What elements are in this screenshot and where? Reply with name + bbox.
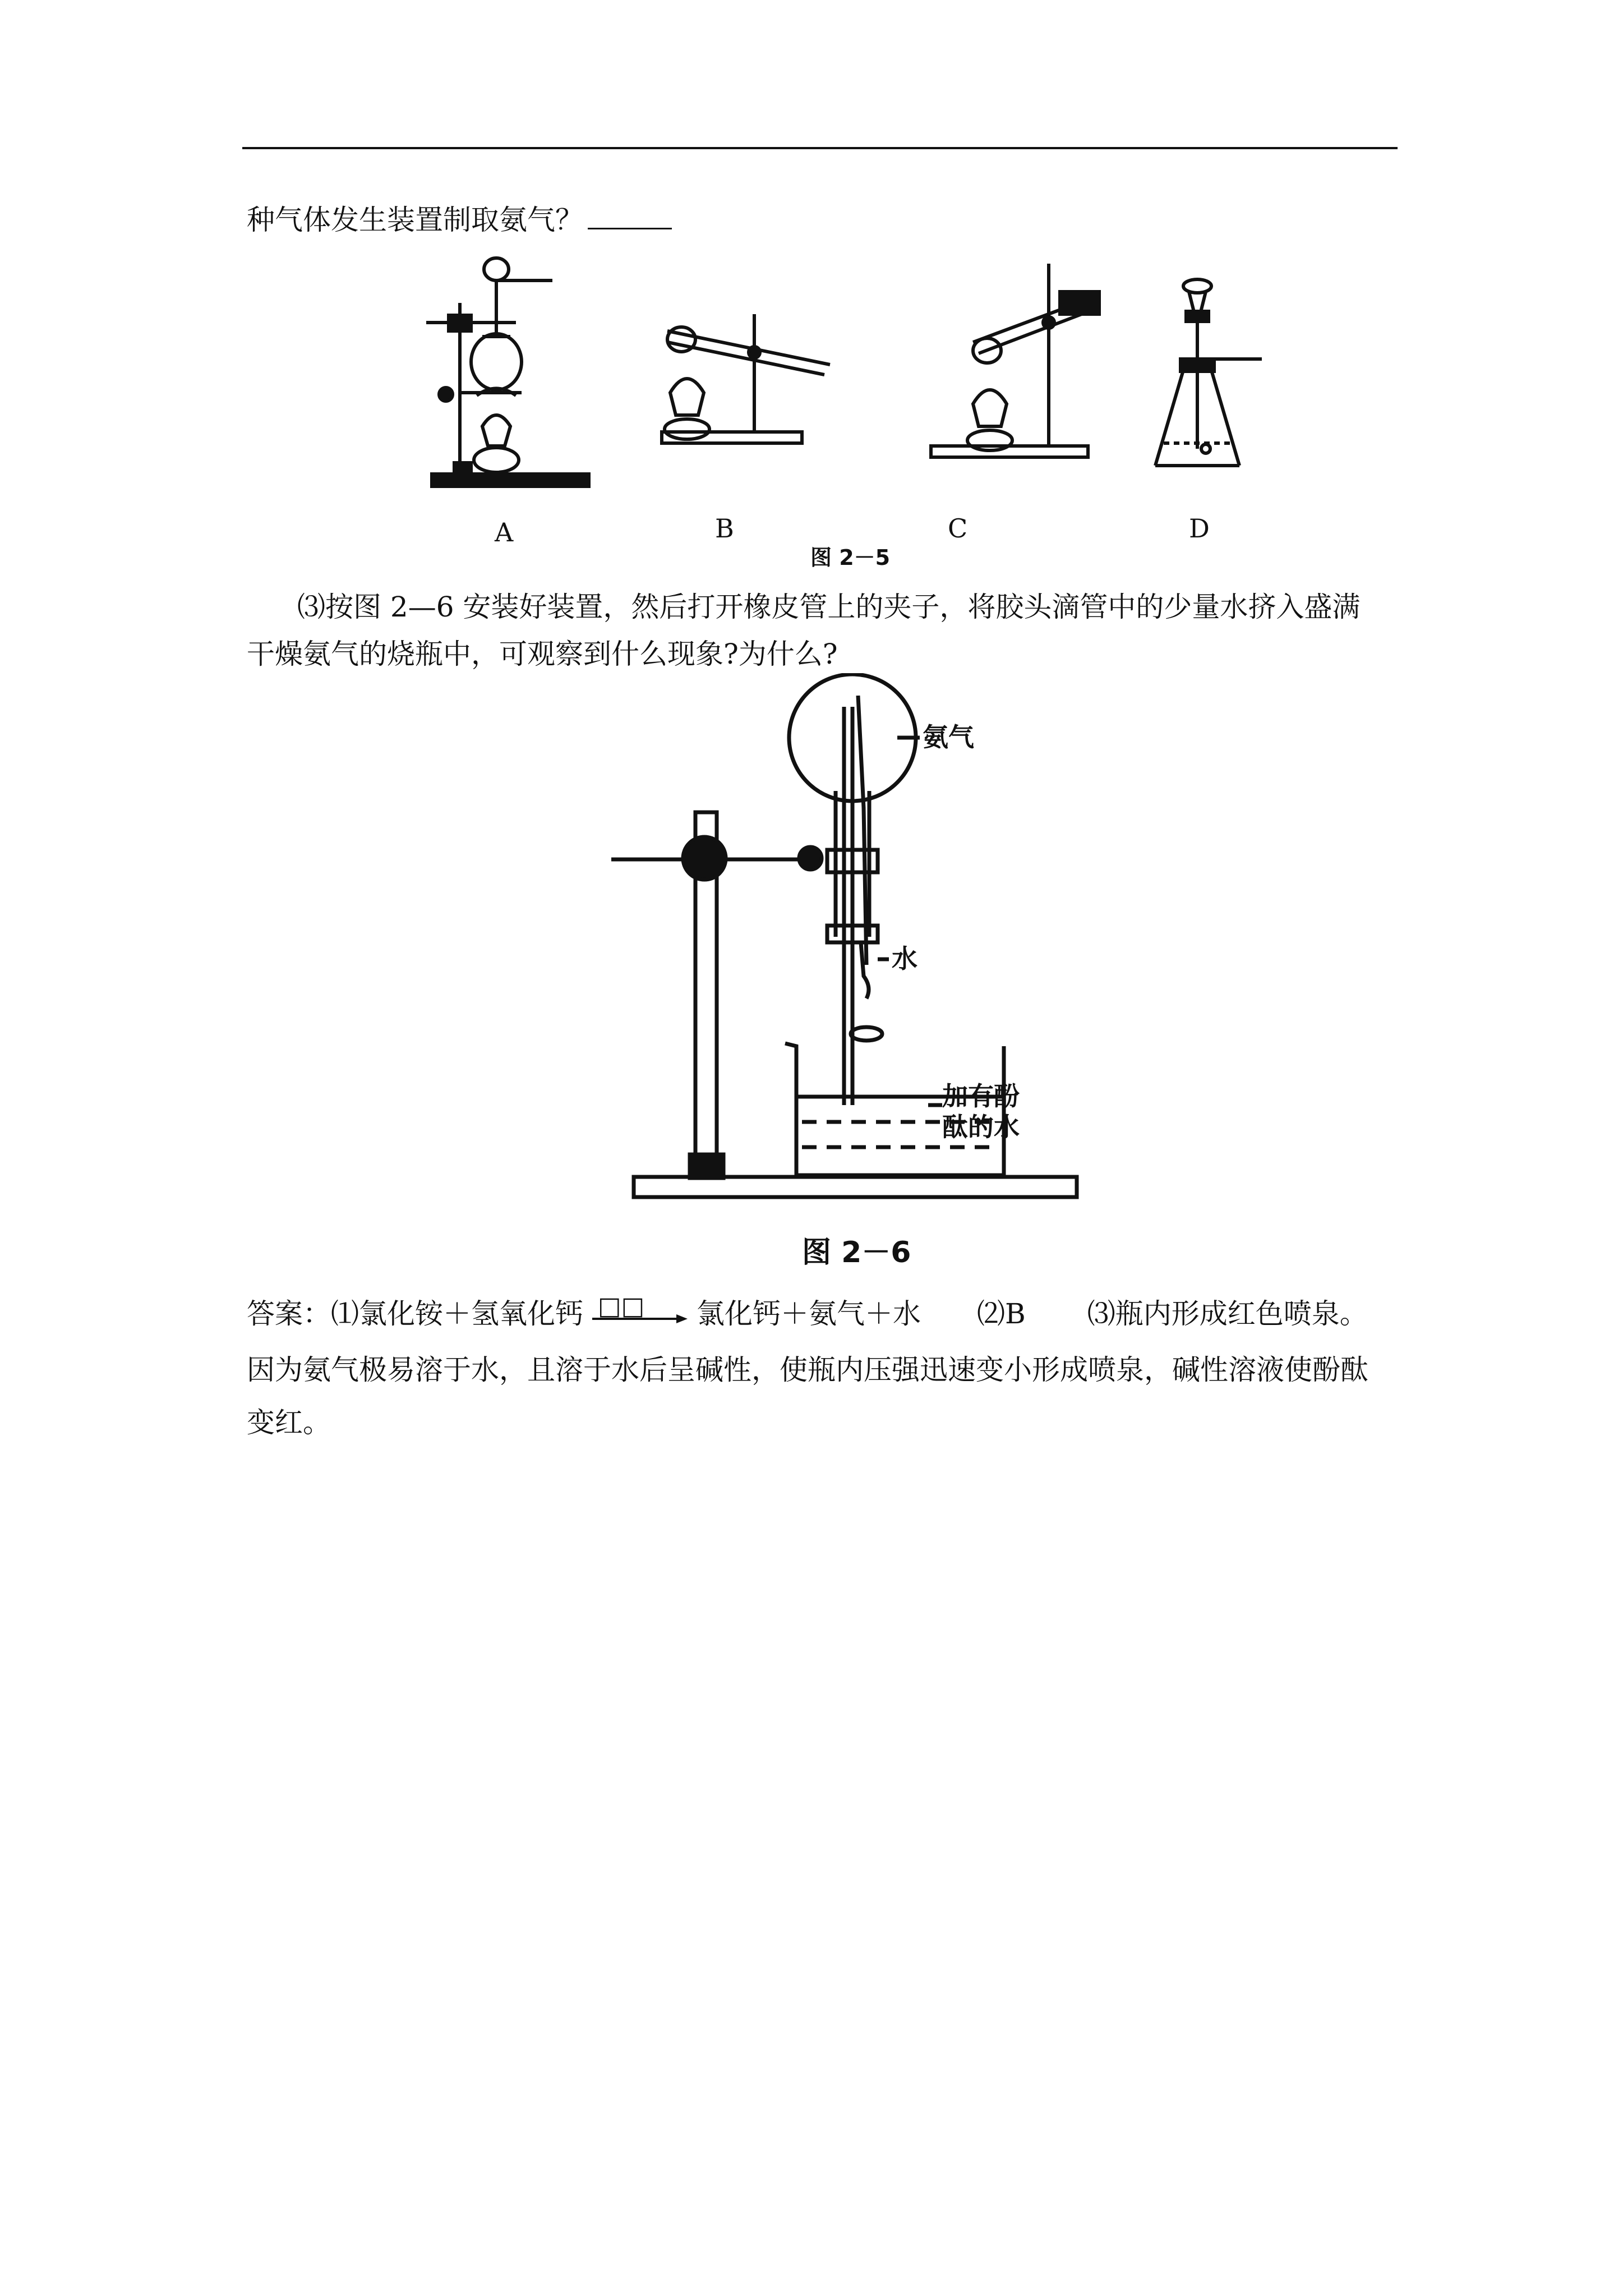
answer-explain-line2: 变红。 [247,1406,331,1439]
label-phenol-1: 加有酚 [942,1081,1020,1111]
apparatus-a [426,258,589,486]
reaction-arrow [592,1292,688,1330]
answer-part2: ⑵B [977,1297,1026,1330]
answer-part3: ⑶瓶内形成红色喷泉。 [1087,1297,1368,1330]
question-part3-line1: ⑶按图 2—6 安装好装置，然后打开橡皮管上的夹子，将胶头滴管中的少量水挤入盛满 [297,591,1361,623]
apparatus-b [662,314,830,443]
apparatus-c [931,264,1099,457]
answer-explain-line1: 因为氨气极易溶于水，且溶于水后呈碱性，使瓶内压强迅速变小形成喷泉，碱性溶液使酚酞 [247,1354,1368,1386]
arrow-condition: □□ [598,1292,645,1320]
answer-line1 [247,1290,1368,1337]
label-b: B [715,513,734,544]
question-text: 种气体发生装置制取氨气？ [247,204,583,236]
label-ammonia: 氨气 [923,722,974,752]
label-water: 水 [892,944,917,974]
apparatus-d [1155,279,1262,466]
figure-2-5-caption: 图 2－5 [810,545,891,570]
answer-products: 氯化钙＋氨气＋水 [697,1297,921,1330]
label-a: A [495,517,514,547]
label-c: C [948,513,968,544]
question-part3-line2: 干燥氨气的烧瓶中，可观察到什么现象?为什么? [247,638,838,670]
label-phenol-2: 酞的水 [942,1112,1020,1142]
answer-prefix: 答案：⑴氯化铵＋氢氧化钙 [247,1297,583,1330]
figure-2-6-caption: 图 2－6 [802,1236,911,1269]
figure-2-5 [0,0,1623,617]
label-d: D [1189,513,1210,544]
